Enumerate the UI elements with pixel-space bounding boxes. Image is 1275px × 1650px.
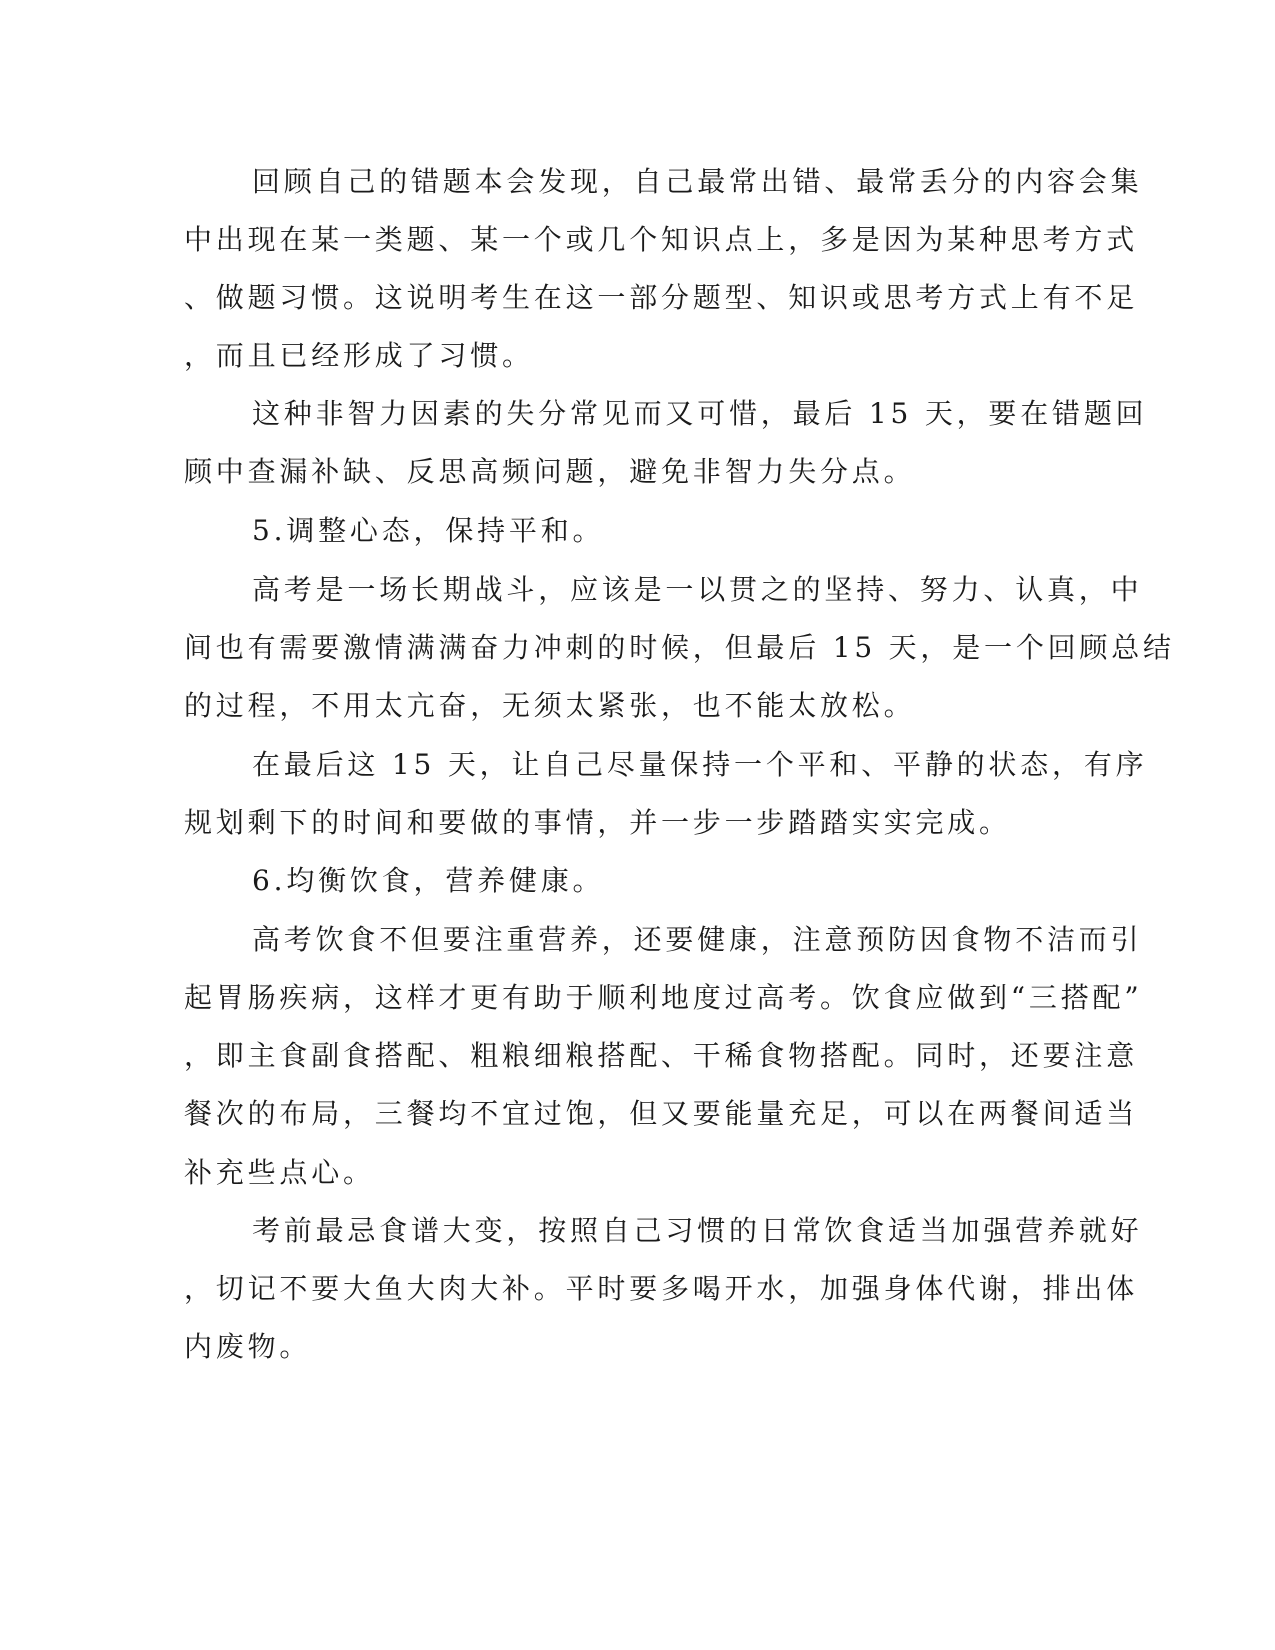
section-heading: 6.均衡饮食，营养健康。: [252, 864, 605, 897]
paragraph-line: 高考饮食不但要注重营养，还要健康，注意预防因食物不洁而引: [252, 923, 1143, 956]
paragraph-line: 间也有需要激情满满奋力冲刺的时候，但最后 15 天，是一个回顾总结: [184, 631, 1175, 664]
paragraph-line: 规划剩下的时间和要做的事情，并一步一步踏踏实实完成。: [184, 806, 1011, 839]
paragraph-line: ，切记不要大鱼大肉大补。平时要多喝开水，加强身体代谢，排出体: [184, 1272, 1139, 1305]
paragraph-line: 、做题习惯。这说明考生在这一部分题型、知识或思考方式上有不足: [184, 281, 1139, 314]
paragraph-line: 考前最忌食谱大变，按照自己习惯的日常饮食适当加强营养就好: [252, 1214, 1143, 1247]
paragraph-line: 补充些点心。: [184, 1156, 375, 1189]
paragraph-line: 回顾自己的错题本会发现，自己最常出错、最常丢分的内容会集: [252, 165, 1143, 198]
paragraph-line: 顾中查漏补缺、反思高频问题，避免非智力失分点。: [184, 455, 916, 488]
section-heading: 5.调整心态，保持平和。: [252, 514, 605, 547]
paragraph-line: 这种非智力因素的失分常见而又可惜，最后 15 天，要在错题回: [252, 397, 1148, 430]
paragraph-line: 起胃肠疾病，这样才更有助于顺利地度过高考。饮食应做到“三搭配”: [184, 981, 1143, 1014]
paragraph-line: 的过程，不用太亢奋，无须太紧张，也不能太放松。: [184, 689, 916, 722]
paragraph-line: 餐次的布局，三餐均不宜过饱，但又要能量充足，可以在两餐间适当: [184, 1097, 1139, 1130]
paragraph-line: 高考是一场长期战斗，应该是一以贯之的坚持、努力、认真，中: [252, 573, 1143, 606]
paragraph-line: 在最后这 15 天，让自己尽量保持一个平和、平静的状态，有序: [252, 748, 1148, 781]
paragraph-line: ，即主食副食搭配、粗粮细粮搭配、干稀食物搭配。同时，还要注意: [184, 1039, 1139, 1072]
paragraph-line: 中出现在某一类题、某一个或几个知识点上，多是因为某种思考方式: [184, 223, 1139, 256]
paragraph-line: 内废物。: [184, 1330, 312, 1363]
paragraph-line: ，而且已经形成了习惯。: [184, 339, 534, 372]
